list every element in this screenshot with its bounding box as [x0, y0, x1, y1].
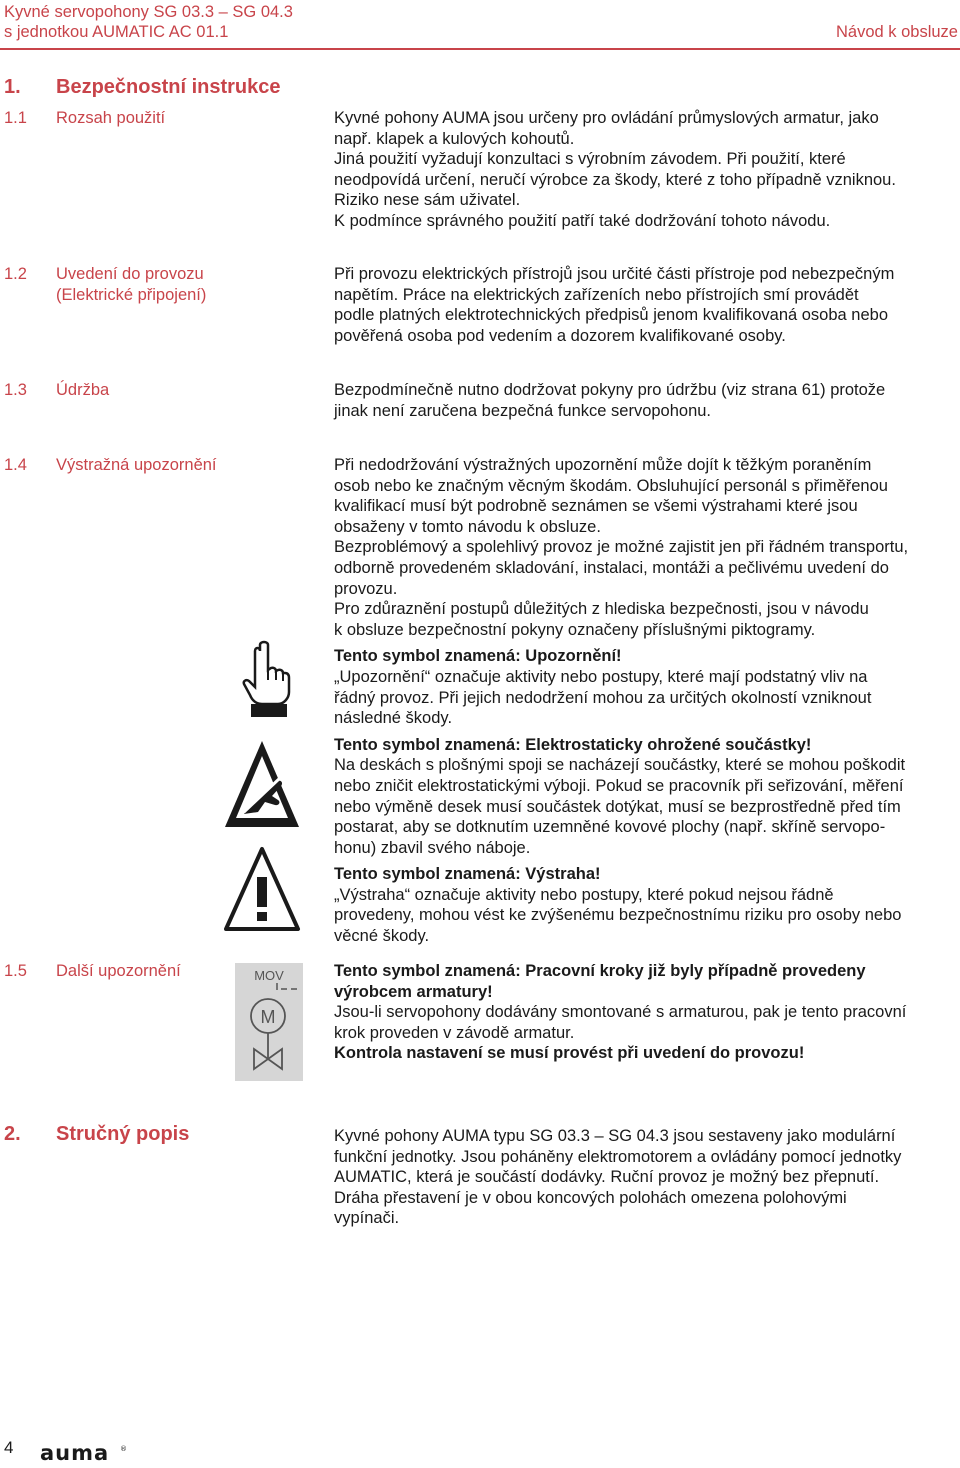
section-body — [334, 455, 958, 947]
body-line: řádný provoz. Při jejich nedodržení mohou za určitých okolností vzniknout — [334, 688, 872, 707]
section-number: 1.5 — [4, 962, 27, 980]
body-line: Bezpodmínečně nutno dodržovat pokyny pro údržbu (viz strana 61) protože — [334, 381, 886, 399]
section-body — [334, 108, 958, 232]
section-title: Výstražná upozornění — [56, 456, 217, 474]
header-doc-type: Návod k obsluze — [836, 23, 958, 41]
body-line: postarat, aby se dotknutím uzemněné kovové plochy (např. skříně servopo- — [334, 818, 886, 837]
section-body — [334, 264, 958, 346]
chapter-number: 2. — [4, 1123, 21, 1145]
body-line: Při provozu elektrických přístrojů jsou určité části přístroje pod nebezpečným — [334, 265, 895, 283]
section-number: 1.3 — [4, 381, 27, 399]
body-line: „Upozornění“ označuje aktivity nebo postupy, které mají podstatný vliv na — [334, 667, 868, 686]
page-number: 4 — [4, 1438, 14, 1457]
section-number: 1.2 — [4, 265, 27, 283]
body-line: osob nebo ke značným věcným škodám. Obsluhující personál s přiměřenou — [334, 476, 888, 495]
chapter-title: Stručný popis — [56, 1123, 190, 1145]
body-line: provedeny, mohou vést ke zvýšenému bezpečnostnímu riziku pro osoby nebo — [334, 906, 902, 925]
body-line: kvalifikací musí být podrobně seznámen se všemi výstrahami které jsou — [334, 497, 858, 516]
body-line: Na deskách s plošnými spoji se nacházejí součástky, které se mohou poškodit — [334, 756, 906, 775]
chapter-title: Bezpečnostní instrukce — [56, 76, 281, 98]
final-note: Kontrola nastavení se musí provést při uvedení do provozu! — [334, 1044, 805, 1063]
body-line: Dráha přestavení je v obou koncových polohách omezena polohovými — [334, 1188, 847, 1207]
mov-label: MOV — [254, 968, 284, 983]
header-product-line: Kyvné servopohony SG 03.3 – SG 04.3 — [4, 3, 293, 21]
mov-valve-icon — [235, 963, 303, 1086]
motor-label: M — [260, 1007, 276, 1027]
body-line: podle platných elektrotechnických předpisů jenom kvalifikovaná osoba nebo — [334, 306, 889, 325]
section-body — [334, 380, 958, 421]
body-line: Kyvné pohony AUMA jsou určeny pro ovládání průmyslových armatur, jako — [334, 109, 879, 127]
body-line: obsaženy v tomto návodu k obsluze. — [334, 517, 601, 536]
section-number: 1.1 — [4, 109, 27, 127]
header-rule — [0, 48, 960, 50]
section-body — [334, 1126, 958, 1229]
esd-warning-icon — [222, 738, 302, 835]
warning-title: Tento symbol znamená: Výstraha! — [334, 865, 601, 884]
svg-text:®: ® — [120, 1445, 127, 1453]
body-line: k obsluze bezpečnostní pokyny označeny příslušnými piktogramy. — [334, 620, 816, 639]
body-line: Riziko nese sám uživatel. — [334, 191, 521, 210]
body-line: následné škody. — [334, 709, 453, 728]
body-line: AUMATIC, která je součástí dodávky. Ruční provoz je možný bez přepnutí. — [334, 1168, 880, 1187]
body-line: nebo zničit elektrostatickými výboji. Pokud se pracovník při seřizování, měření — [334, 776, 904, 795]
body-line: vypínači. — [334, 1209, 400, 1228]
body-line: „Výstraha“ označuje aktivity nebo postupy, které pokud nejsou řádně — [334, 885, 834, 904]
chapter-number: 1. — [4, 76, 21, 98]
body-line: napětím. Práce na elektrických zařízeních nebo přístrojích smí provádět — [334, 285, 859, 304]
body-line: funkční jednotky. Jsou poháněny elektromotorem a ovládány pomocí jednotky — [334, 1147, 902, 1166]
mov-title: výrobcem armatury! — [334, 982, 493, 1001]
body-line: honu) zbavil svého náboje. — [334, 838, 531, 857]
svg-text:auma: auma — [40, 1443, 110, 1463]
section-title: Další upozornění — [56, 962, 181, 980]
auma-logo — [40, 1443, 130, 1468]
body-line: K podmínce správného použití patří také dodržování tohoto návodu. — [334, 211, 831, 230]
body-line: např. klapek a kulových kohoutů. — [334, 129, 575, 148]
body-line: pověřená osoba pod vedením a dozorem kvalifikované osoby. — [334, 326, 786, 345]
body-line: Bezproblémový a spolehlivý provoz je možné zajistit jen při řádném transportu, — [334, 538, 909, 557]
mov-title: Tento symbol znamená: Pracovní kroky již byly případně provedeny — [334, 962, 866, 980]
body-line: věcné škody. — [334, 927, 430, 946]
body-line: Při nedodržování výstražných upozornění může dojít k těžkým poraněním — [334, 456, 872, 474]
body-line: Jsou-li servopohony dodávány smontované s armaturou, pak je tento pracovní — [334, 1003, 907, 1022]
header-unit-line: s jednotkou AUMATIC AC 01.1 — [4, 23, 229, 41]
section-body — [334, 961, 958, 1064]
section-title: Rozsah použití — [56, 109, 166, 127]
body-line: Pro zdůraznění postupů důležitých z hlediska bezpečnosti, jsou v návodu — [334, 600, 869, 619]
raised-finger-icon — [238, 640, 294, 725]
warning-triangle-icon — [222, 845, 302, 938]
body-line: neodpovídá určení, neručí výrobce za škody, které z toho případně vzniknou. — [334, 170, 896, 189]
body-line: krok proveden v závodě armatur. — [334, 1023, 575, 1042]
body-line: odborně provedeném skladování, instalaci, montáži a pečlivému uvedení do — [334, 558, 889, 577]
section-number: 1.4 — [4, 456, 27, 474]
body-line: nebo výměně desek musí součástek dotýkat, musí se bezprostředně před tím — [334, 797, 901, 816]
body-line: Kyvné pohony AUMA typu SG 03.3 – SG 04.3 jsou sestaveny jako modulární — [334, 1127, 896, 1145]
section-title: Uvedení do provozu — [56, 265, 204, 283]
esd-title: Tento symbol znamená: Elektrostaticky ohrožené součástky! — [334, 735, 812, 754]
section-title: Údržba — [56, 381, 110, 399]
body-line: jinak není zaručena bezpečná funkce servopohonu. — [334, 401, 712, 420]
notice-title: Tento symbol znamená: Upozornění! — [334, 647, 622, 666]
section-subtitle: (Elektrické připojení) — [56, 285, 207, 304]
body-line: Jiná použití vyžadují konzultaci s výrobním závodem. Při použití, které — [334, 150, 846, 169]
body-line: provozu. — [334, 579, 398, 598]
